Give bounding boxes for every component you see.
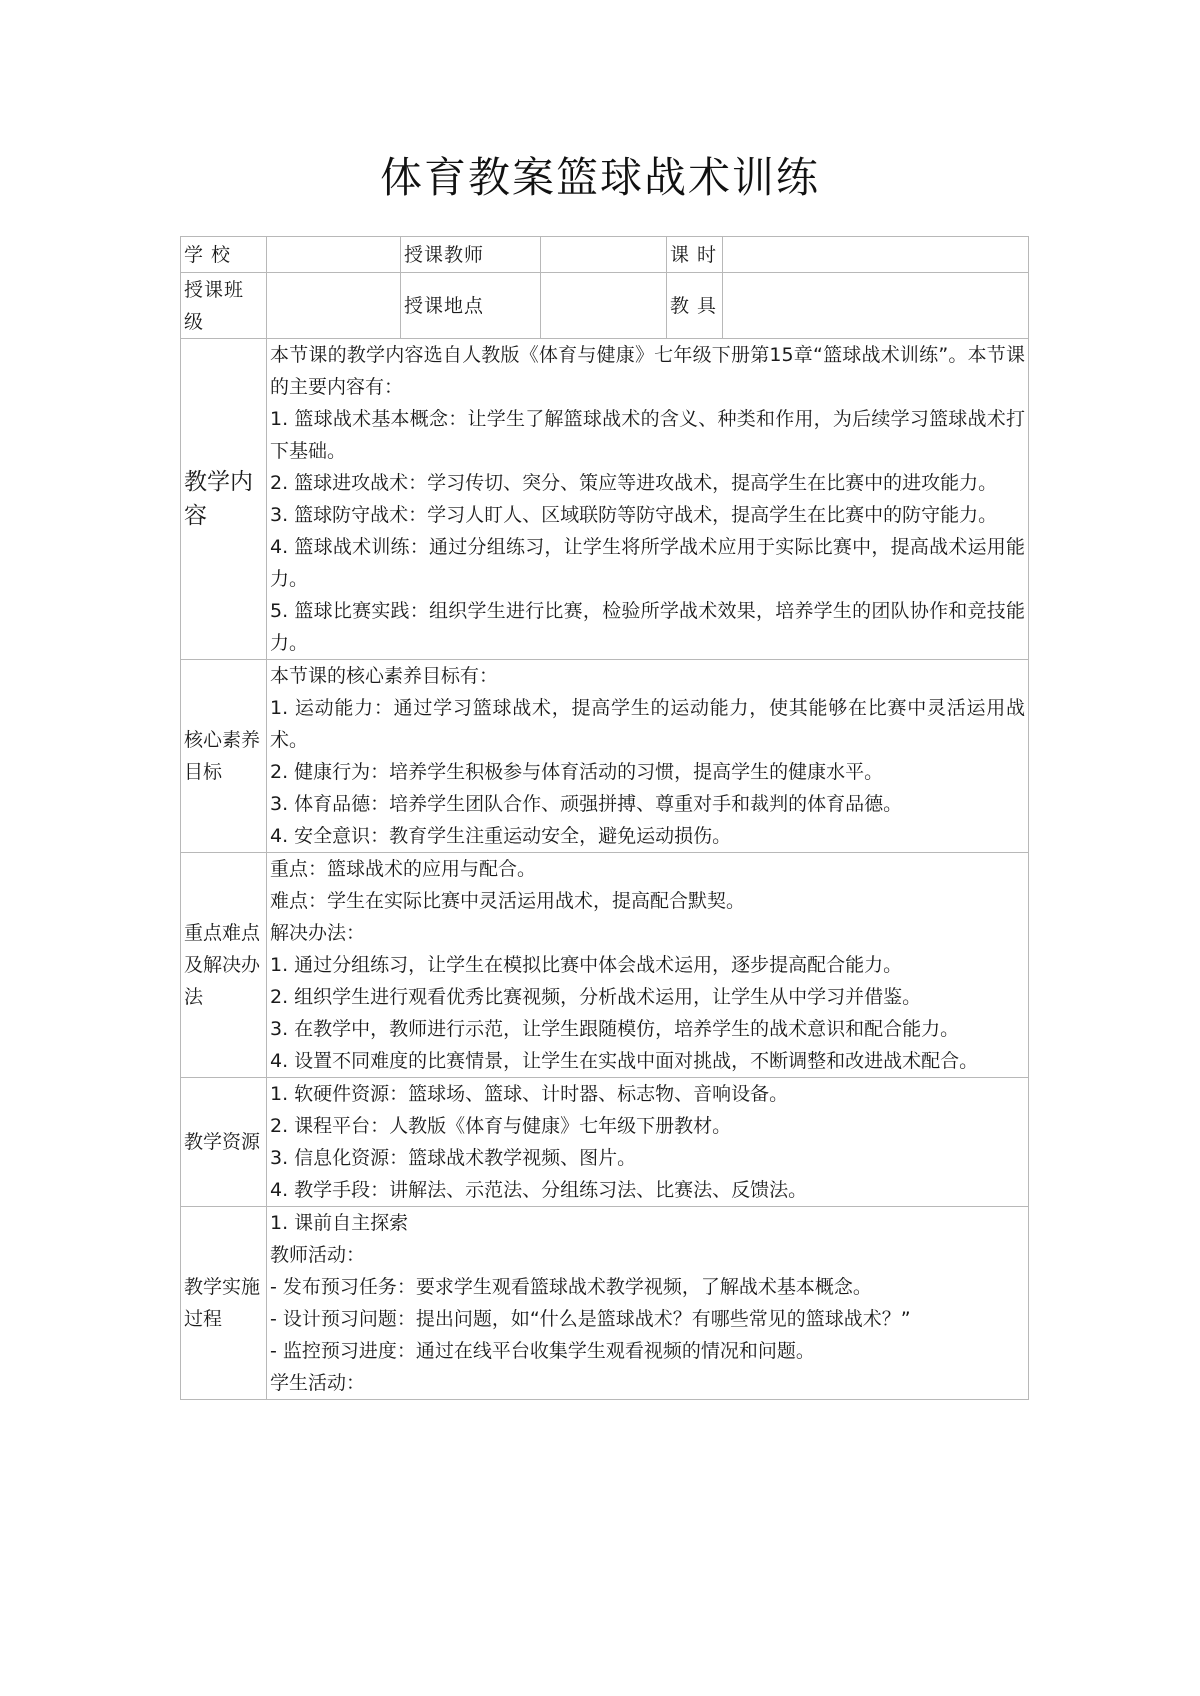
list-item: 4. 教学手段：讲解法、示范法、分组练习法、比赛法、反馈法。 [270,1179,808,1201]
list-item: 3. 篮球防守战术：学习人盯人、区域联防等防守战术，提高学生在比赛中的防守能力。 [270,504,998,526]
process-label: 教学实施过程 [181,1207,267,1400]
core-body [267,660,1029,853]
list-item: 2. 篮球进攻战术：学习传切、突分、策应等进攻战术，提高学生在比赛中的进攻能力。 [270,472,998,494]
content-body [267,339,1029,660]
list-item: 本节课的核心素养目标有： [270,665,499,687]
class-label: 授课班级 [181,273,267,339]
list-item: 4. 安全意识：教育学生注重运动安全，避免运动损伤。 [270,825,732,847]
teacher-value [541,237,667,273]
list-item: 2. 组织学生进行观看优秀比赛视频，分析战术运用，让学生从中学习并借鉴。 [270,986,922,1008]
list-item: 学生活动： [270,1372,366,1394]
location-label: 授课地点 [401,273,541,339]
content-label: 教学内容 [181,339,267,660]
section-resources [181,1078,1029,1207]
school-label: 学 校 [181,237,267,273]
list-item: - 设计预习问题：提出问题，如“什么是篮球战术？有哪些常见的篮球战术？” [270,1308,911,1330]
document-title: 体育教案篮球战术训练 [379,153,820,202]
process-body [267,1207,1029,1400]
lesson-plan-table [180,236,1029,1400]
resources-body [267,1078,1029,1207]
list-item: 3. 信息化资源：篮球战术教学视频、图片。 [270,1147,637,1169]
section-key [181,853,1029,1078]
list-item: 本节课的教学内容选自人教版《体育与健康》七年级下册第15章“篮球战术训练”。本节课的主要内容有： [270,344,1025,398]
info-row-2 [181,273,1029,339]
period-value [723,237,1029,273]
list-item: 难点：学生在实际比赛中灵活运用战术，提高配合默契。 [270,890,746,912]
list-item: 重点：篮球战术的应用与配合。 [270,858,537,880]
list-item: 3. 体育品德：培养学生团队合作、顽强拼搏、尊重对手和裁判的体育品德。 [270,793,903,815]
list-item: 2. 健康行为：培养学生积极参与体育活动的习惯，提高学生的健康水平。 [270,761,884,783]
teacher-label: 授课教师 [401,237,541,273]
tools-value [723,273,1029,339]
tools-label: 教 具 [667,273,723,339]
info-row-1 [181,237,1029,273]
key-body [267,853,1029,1078]
list-item: - 发布预习任务：要求学生观看篮球战术教学视频，了解战术基本概念。 [270,1276,872,1298]
period-label: 课 时 [667,237,723,273]
list-item: 1. 软硬件资源：篮球场、篮球、计时器、标志物、音响设备。 [270,1083,789,1105]
list-item: 1. 运动能力：通过学习篮球战术，提高学生的运动能力，使其能够在比赛中灵活运用战术。 [270,697,1025,751]
section-process [181,1207,1029,1400]
core-label: 核心素养目标 [181,660,267,853]
list-item: 3. 在教学中，教师进行示范，让学生跟随模仿，培养学生的战术意识和配合能力。 [270,1018,960,1040]
section-core [181,660,1029,853]
key-label: 重点难点及解决办法 [181,853,267,1078]
list-item: 2. 课程平台：人教版《体育与健康》七年级下册教材。 [270,1115,732,1137]
list-item: 1. 通过分组练习，让学生在模拟比赛中体会战术运用，逐步提高配合能力。 [270,954,903,976]
school-value [267,237,401,273]
list-item: 1. 课前自主探索 [270,1212,409,1234]
resources-label: 教学资源 [181,1078,267,1207]
list-item: - 监控预习进度：通过在线平台收集学生观看视频的情况和问题。 [270,1340,815,1362]
class-value [267,273,401,339]
section-content [181,339,1029,660]
list-item: 教师活动： [270,1244,366,1266]
list-item: 4. 设置不同难度的比赛情景，让学生在实战中面对挑战，不断调整和改进战术配合。 [270,1050,979,1072]
list-item: 1. 篮球战术基本概念：让学生了解篮球战术的含义、种类和作用，为后续学习篮球战术打下基础。 [270,408,1025,462]
list-item: 4. 篮球战术训练：通过分组练习，让学生将所学战术应用于实际比赛中，提高战术运用能力。 [270,536,1025,590]
list-item: 5. 篮球比赛实践：组织学生进行比赛，检验所学战术效果，培养学生的团队协作和竞技能力。 [270,600,1025,654]
location-value [541,273,667,339]
list-item: 解决办法： [270,922,366,944]
